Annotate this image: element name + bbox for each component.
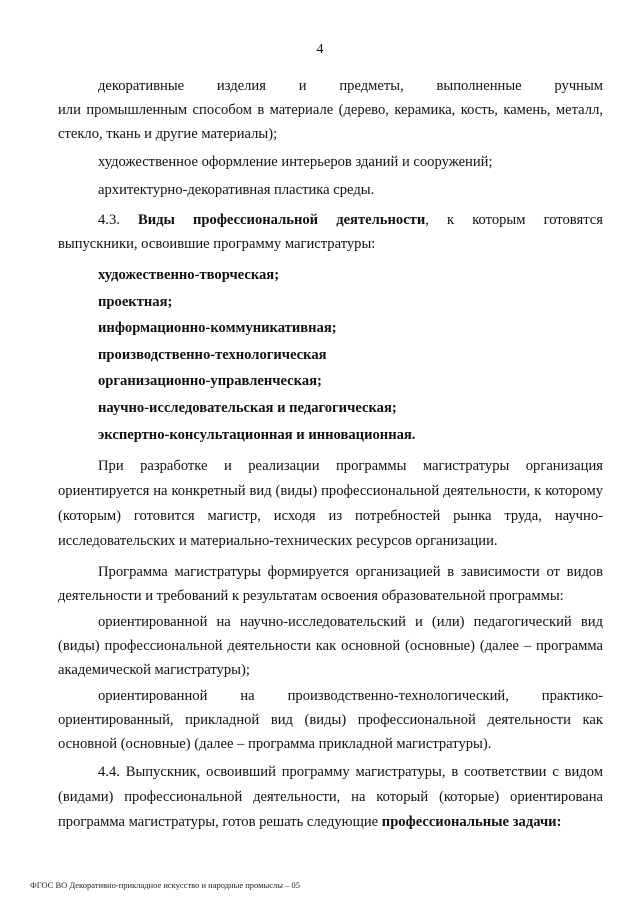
word: изделия <box>216 78 266 94</box>
page-number: 4 <box>316 42 324 57</box>
section-4-4-bold: профессиональные задачи: <box>381 814 562 831</box>
activity-type-item: информационно-коммуникативная; <box>98 320 337 337</box>
objects-line-3: стекло, ткань и другие материалы); <box>58 126 278 142</box>
paragraph-development: При разработке и реализации программы магистратуры организация ориентируется на конкретный вид (виды) профессиональной деятельности, к которому (которым) готовится магистр, исходя из потребностей рынка труда, научно-исследовательских и материально-технических ресурсов организации. <box>58 458 603 550</box>
section-4-4-text: 4.4. Выпускник, освоивший программу магистратуры, в соответствии с видом (видами) профессиональной деятельности, на который (которые) ориентирована программа магистратуры, готов решать следующие <box>58 764 603 831</box>
activity-type-item: производственно-технологическая <box>98 346 327 363</box>
activity-type-item: организационно-управленческая; <box>98 373 322 390</box>
activity-type-item: проектная; <box>98 293 173 310</box>
section-4-3-line-2: выпускники, освоившие программу магистратуры: <box>58 236 376 252</box>
activity-type-item: экспертно-консультационная и инновационная. <box>98 426 416 443</box>
word: и <box>298 78 307 94</box>
section-4-3-heading <box>58 208 603 232</box>
section-number: 4.3. Виды <box>98 212 175 228</box>
activity-type-item: научно-исследовательская и педагогическая; <box>98 399 397 416</box>
paragraph-formation: Программа магистратуры формируется организацией в зависимости от видов деятельности и требований к результатам освоения образовательной программы: <box>58 564 603 605</box>
section-4-4 <box>58 760 603 835</box>
object-item: художественное оформление интерьеров зданий и сооружений; <box>98 154 493 170</box>
activity-type-item: художественно-творческая; <box>98 267 280 283</box>
document-body <box>58 74 603 835</box>
word: к <box>447 212 455 228</box>
object-item: архитектурно-декоративная пластика среды. <box>98 182 375 198</box>
paragraph-applied: ориентированной на производственно-технологический, практико-ориентированный, прикладной вид (виды) профессиональной деятельности как основной (основные) (далее – программа прикладной магистратуры). <box>58 688 603 753</box>
word: декоративные <box>98 78 185 94</box>
objects-line-1 <box>58 74 603 98</box>
word: ручным <box>554 78 604 94</box>
word: предметы, <box>339 78 404 94</box>
word: которым <box>472 212 526 228</box>
footer: ФГОС ВО Декоративно-прикладное искусство и народные промыслы – 05 <box>30 880 300 890</box>
paragraph-academic: ориентированной на научно-исследовательский и (или) педагогический вид (виды) профессиональной деятельности как основной (основные) (далее – программа академической магистратуры); <box>58 614 603 679</box>
objects-line-2: или промышленным способом в материале (дерево, керамика, кость, камень, металл, <box>58 102 603 118</box>
bold-term-group: деятельности, <box>336 212 429 228</box>
word: готовятся <box>543 212 603 228</box>
word: выполненные <box>436 78 522 94</box>
activity-types-list <box>58 262 603 448</box>
bold-term: профессиональной <box>193 212 319 228</box>
